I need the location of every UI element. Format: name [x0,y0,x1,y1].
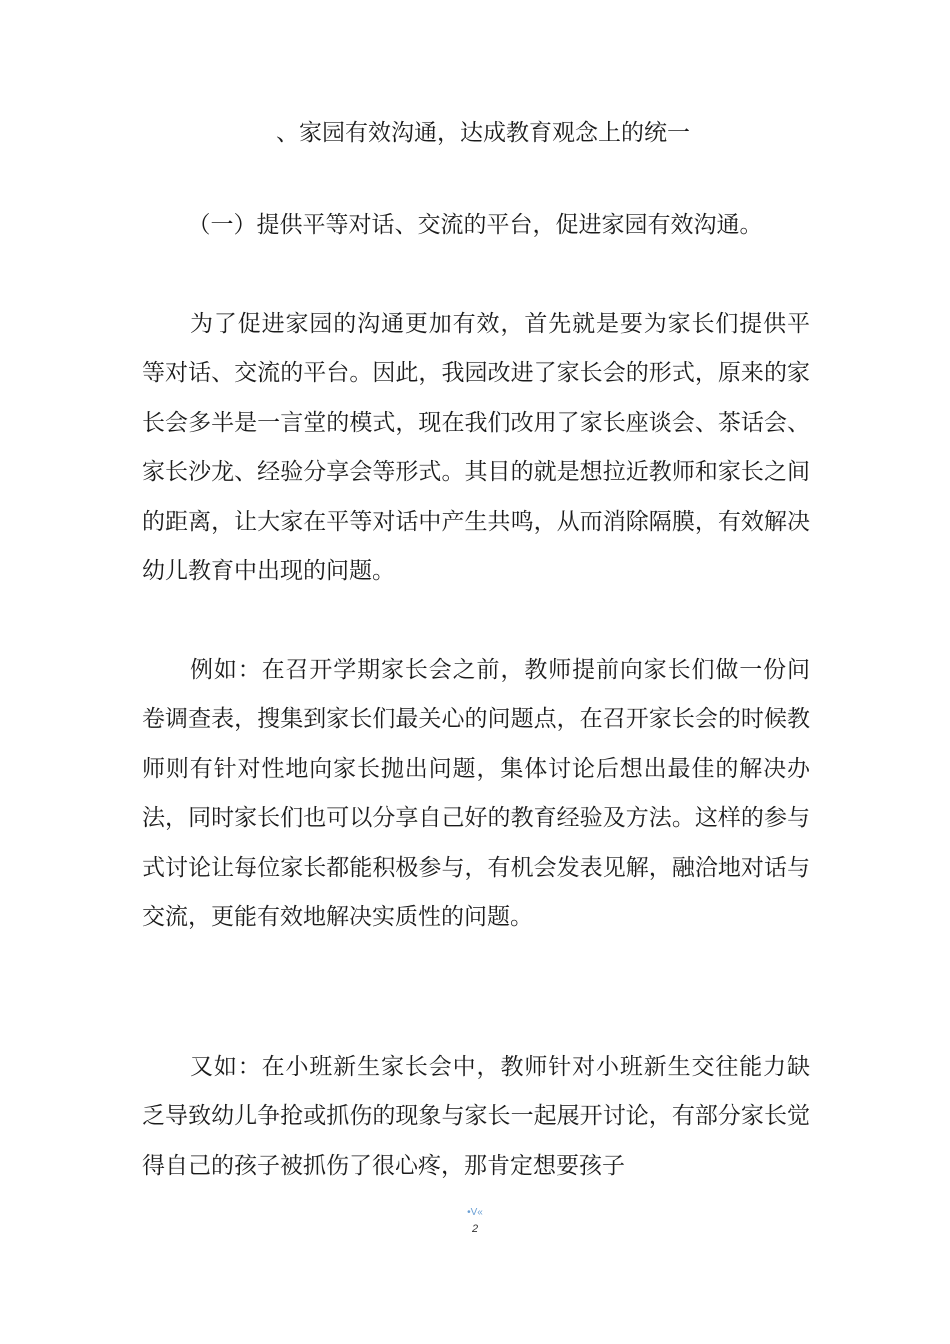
footer-mark: •V« [467,1207,483,1218]
body-paragraph: 为了促进家园的沟通更加有效，首先就是要为家长们提供平等对话、交流的平台。因此，我园改进了家长会的形式，原来的家长会多半是一言堂的模式，现在我们改用了家长座谈会、茶话会、家长沙龙、经验分享会等形式。其目的就是想拉近教师和家长之间的距离，让大家在平等对话中产生共鸣，从而消除隔膜，有效解决幼儿教育中出现的问题。 [142,311,810,585]
body-paragraph: 又如：在小班新生家长会中，教师针对小班新生交往能力缺乏导致幼儿争抢或抓伤的现象与家长一起展开讨论，有部分家长觉得自己的孩子被抓伤了很心疼，那肯定想要孩子 [142,1054,810,1179]
section-heading: 、家园有效沟通，达成教育观念上的统一 [276,120,690,146]
subsection-heading: （一）提供平等对话、交流的平台，促进家园有效沟通。 [187,212,763,238]
body-paragraph: 例如：在召开学期家长会之前，教师提前向家长们做一份问卷调查表，搜集到家长们最关心的问题点，在召开家长会的时候教师则有针对性地向家长抛出问题，集体讨论后想出最佳的解决办法，同时家长们也可以分享自己好的教育经验及方法。这样的参与式讨论让每位家长都能积极参与，有机会发表见解，融洽地对话与交流，更能有效地解决实质性的问题。 [142,657,810,931]
page-number: 2 [471,1223,479,1235]
